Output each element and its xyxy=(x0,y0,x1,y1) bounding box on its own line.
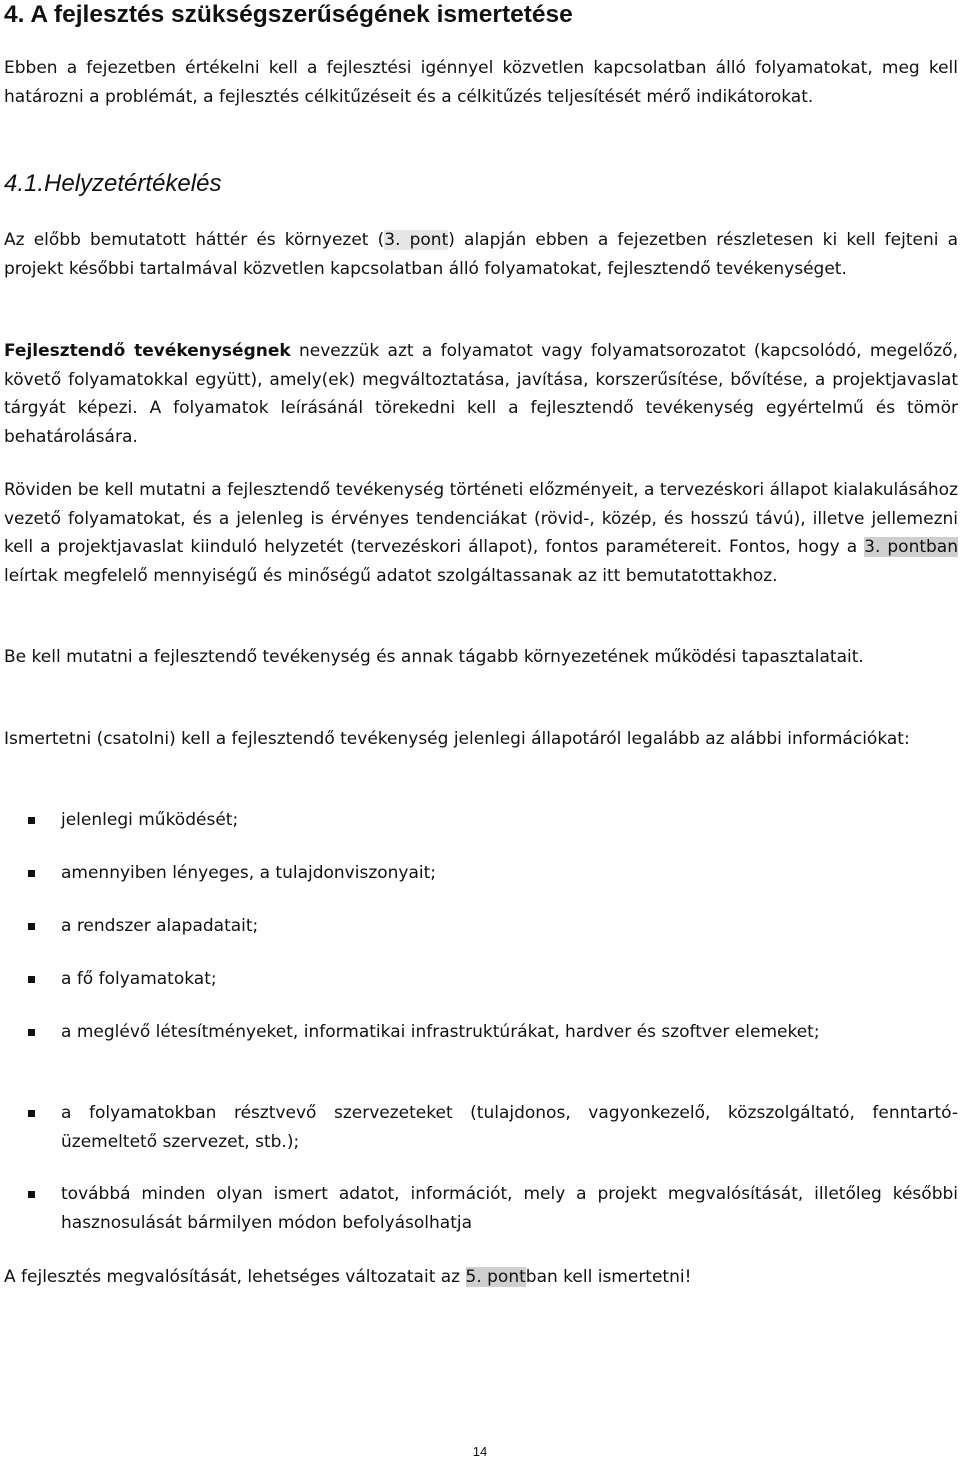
p6-text-after: ban kell ismertetni! xyxy=(525,1267,692,1287)
list-item-text: a rendszer alapadatait; xyxy=(61,916,259,936)
paragraph-history xyxy=(4,476,958,590)
square-bullet-icon xyxy=(28,976,35,983)
paragraph-variants xyxy=(4,1263,958,1292)
list-item-text: továbbá minden olyan ismert adatot, információt, mely a projekt megvalósítását, illetőleg későbbi hasznosulását bármilyen módon befolyásolhatja xyxy=(61,1184,958,1233)
p3-text-after: leírtak megfelelő mennyiségű és minőségű adatot szolgáltassanak az itt bemutatottakhoz. xyxy=(4,565,778,586)
chapter-heading: 4. A fejlesztés szükségszerűségének ismertetése xyxy=(4,1,573,28)
page-number: 14 xyxy=(472,1444,488,1459)
defined-term: Fejlesztendő tevékenységnek xyxy=(4,341,291,361)
square-bullet-icon xyxy=(28,817,35,824)
intro-paragraph: Ebben a fejezetben értékelni kell a fejlesztési igénnyel közvetlen kapcsolatban álló folyamatokat, meg kell határozni a problémát, a fejlesztés célkitűzéseit és a célkitűzés teljesítését mérő indikátorokat. xyxy=(4,58,958,107)
p1-text-before: Az előbb bemutatott háttér és környezet ( xyxy=(4,230,385,250)
paragraph-definition xyxy=(4,337,958,451)
list-item-text: a fő folyamatokat; xyxy=(61,969,217,989)
section-heading: 4.1.Helyzetértékelés xyxy=(4,170,222,197)
paragraph-information: Ismertetni (csatolni) kell a fejlesztendő tevékenység jelenlegi állapotáról legalább az alábbi információkat: xyxy=(4,729,910,749)
section-5-reference-link[interactable]: 5. pont xyxy=(465,1267,526,1287)
p6-text-before: A fejlesztés megvalósítását, lehetséges változatait az xyxy=(4,1267,466,1287)
list-item-text: amennyiben lényeges, a tulajdonviszonyait; xyxy=(61,863,437,883)
paragraph-context xyxy=(4,226,958,283)
square-bullet-icon xyxy=(28,923,35,930)
p1-text-after: ) alapján ebben a fejezetben részletesen ki kell fejteni a projekt későbbi tartalmával közvetlen kapcsolatban álló folyamatokat, fejlesztendő tevékenységet. xyxy=(4,230,959,279)
section-3-pontban-link[interactable]: 3. pontban xyxy=(864,537,958,557)
square-bullet-icon xyxy=(28,1191,35,1198)
paragraph-experience: Be kell mutatni a fejlesztendő tevékenység és annak tágabb környezetének működési tapasztalatait. xyxy=(4,647,864,667)
p3-text-before: Röviden be kell mutatni a fejlesztendő tevékenység történeti előzményeit, a tervezéskori állapot kialakulásához vezető folyamatokat, és a jelenleg is érvényes tendenciákat (rövid-, közép, és hosszú távú), illetve jellemezni kell a projektjavaslat kiinduló helyzetét (tervezéskori állapot), fontos paramétereit. Fontos, hogy a xyxy=(4,480,958,557)
square-bullet-icon xyxy=(28,1110,35,1117)
list-item-text: jelenlegi működését; xyxy=(61,810,239,830)
p2-text: nevezzük azt a folyamatot vagy folyamatsorozatot (kapcsolódó, megelőző, követő folyamatokkal együtt), amely(ek) megváltoztatása, javítása, korszerűsítése, bővítése, a projektjavaslat tárgyát képezi. A folyamatok leírásánál törekedni kell a fejlesztendő tevékenység egyértelmű és tömör behatárolására. xyxy=(4,341,958,447)
section-3-reference-link[interactable]: 3. pont xyxy=(384,230,449,250)
square-bullet-icon xyxy=(28,870,35,877)
square-bullet-icon xyxy=(28,1029,35,1036)
list-item-text: a folyamatokban résztvevő szervezeteket (tulajdonos, vagyonkezelő, közszolgáltató, fenntartó-üzemeltető szervezet, stb.); xyxy=(61,1103,958,1152)
list-item-text: a meglévő létesítményeket, informatikai infrastruktúrákat, hardver és szoftver elemeket; xyxy=(61,1022,820,1042)
